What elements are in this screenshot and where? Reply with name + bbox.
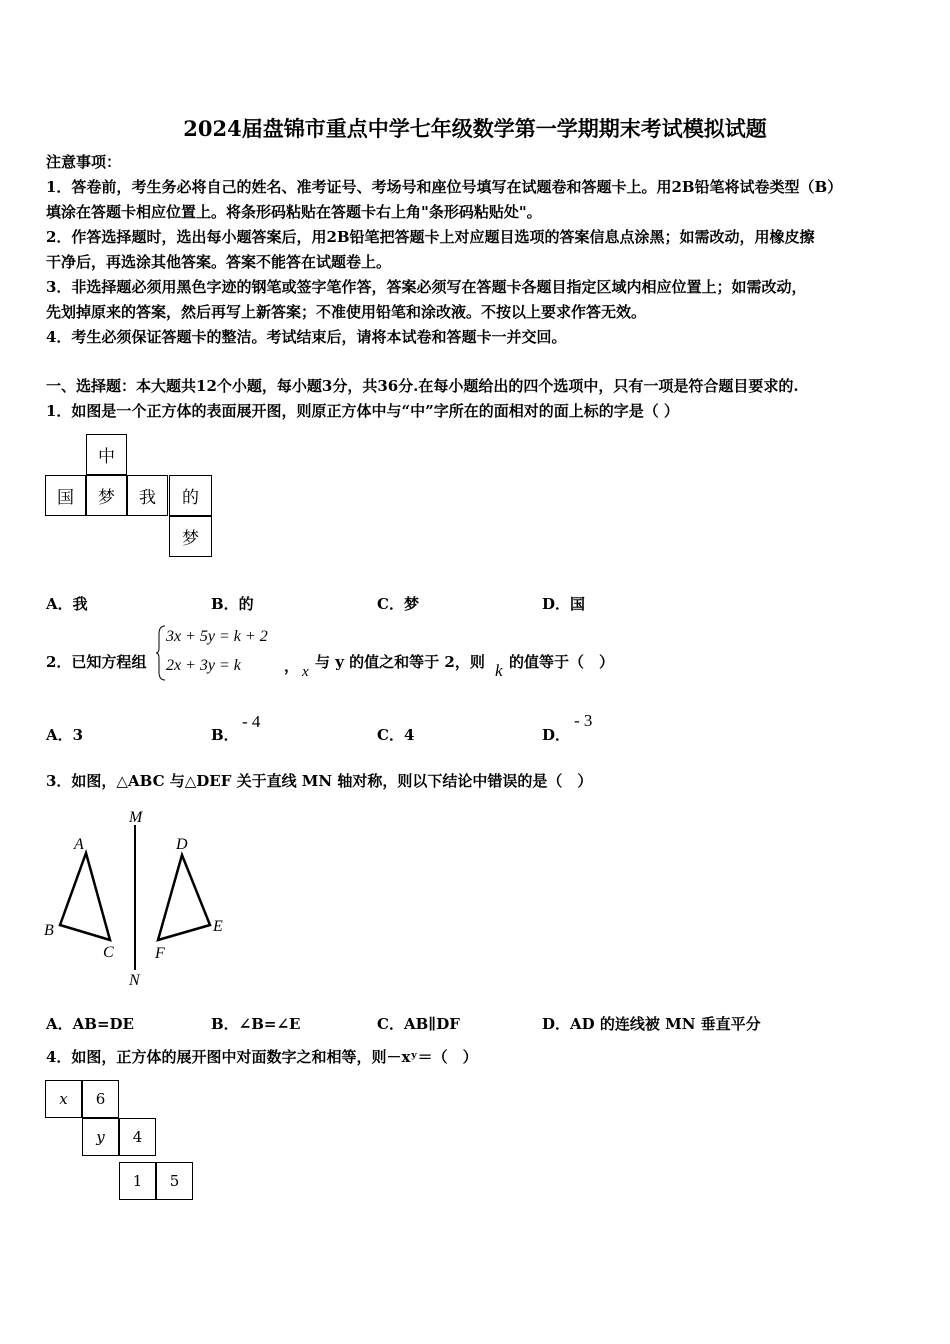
label-e: E (213, 918, 223, 935)
net-cell: 我 (127, 475, 168, 516)
equation-2: 2x + 3y = k (166, 657, 241, 674)
question-2-stem: 2．已知方程组 (46, 653, 147, 671)
option-d[interactable]: D． (542, 726, 571, 744)
net-cell: 1 (119, 1162, 156, 1200)
net-cell: y (82, 1118, 119, 1156)
variable-x: x (302, 664, 309, 680)
section-heading: 一、选择题：本大题共12个小题，每小题3分，共36分.在每小题给出的四个选项中，只有一项是符合题目要求的. (46, 377, 799, 395)
label-n: N (129, 972, 140, 989)
label-c: C (103, 944, 114, 961)
net-cell: 国 (45, 475, 86, 516)
variable-k: k (495, 661, 503, 680)
page-title: 2024届盘锦市重点中学七年级数学第一学期期末考试模拟试题 (183, 116, 767, 141)
option-a[interactable]: A．我 (46, 595, 88, 613)
triangle-abc (60, 853, 110, 940)
option-d[interactable]: D．国 (542, 595, 586, 613)
symmetry-figure (40, 805, 240, 990)
net-cell: 4 (119, 1118, 156, 1156)
option-b[interactable]: B． (211, 726, 239, 744)
net-cell: x (45, 1080, 82, 1118)
net-cell: 中 (86, 434, 127, 475)
option-d[interactable]: D．AD 的连线被 MN 垂直平分 (542, 1015, 761, 1033)
option-b[interactable]: B．的 (211, 595, 254, 613)
net-cell: 6 (82, 1080, 119, 1118)
question-4-stem: 4．如图，正方体的展开图中对面数字之和相等，则－xʸ＝（ ） (46, 1048, 478, 1066)
notice-line: 1．答卷前，考生务必将自己的姓名、准考证号、考场号和座位号填写在试题卷和答题卡上。用2B铅笔将试卷类型（B） (46, 178, 843, 196)
option-b-value: - 4 (242, 712, 261, 731)
net-cell: 5 (156, 1162, 193, 1200)
option-a[interactable]: A．3 (46, 726, 84, 744)
question-2-tail: 的值等于（ ） (509, 653, 615, 671)
notice-heading: 注意事项： (46, 153, 122, 171)
option-c[interactable]: C．4 (377, 726, 415, 744)
notice-line: 4．考生必须保证答题卡的整洁。考试结束后，请将本试卷和答题卡一并交回。 (46, 328, 567, 346)
option-c[interactable]: C．梦 (377, 595, 419, 613)
notice-line: 3．非选择题必须用黑色字迹的钢笔或签字笔作答，答案必须写在答题卡各题目指定区域内相应位置上；如需改动， (46, 278, 807, 296)
notice-line: 2．作答选择题时，选出每小题答案后，用2B铅笔把答题卡上对应题目选项的答案信息点涂黑；如需改动，用橡皮擦 (46, 228, 815, 246)
triangle-def (158, 855, 210, 940)
option-b[interactable]: B．∠B=∠E (211, 1015, 301, 1033)
notice-line: 干净后，再选涂其他答案。答案不能答在试题卷上。 (46, 253, 392, 271)
net-cell: 梦 (169, 516, 212, 557)
option-c[interactable]: C．AB∥DF (377, 1015, 460, 1033)
label-a: A (74, 836, 84, 853)
net-cell: 的 (169, 475, 212, 516)
notice-line: 填涂在答题卡相应位置上。将条形码粘贴在答题卡右上角"条形码粘贴处"。 (46, 203, 542, 221)
equation-1: 3x + 5y = k + 2 (166, 628, 268, 645)
question-2-text: 与 y 的值之和等于 2，则 (315, 653, 485, 671)
comma: ， (284, 657, 300, 675)
question-3-stem: 3．如图，△ABC 与△DEF 关于直线 MN 轴对称，则以下结论中错误的是（ ） (46, 772, 593, 790)
label-m: M (129, 809, 143, 826)
net-cell: 梦 (86, 475, 127, 516)
label-f: F (155, 945, 165, 962)
notice-line: 先划掉原来的答案，然后再写上新答案；不准使用铅笔和涂改液。不按以上要求作答无效。 (46, 303, 647, 321)
question-1-stem: 1．如图是一个正方体的表面展开图，则原正方体中与“中”字所在的面相对的面上标的字是（ ） (46, 402, 679, 420)
option-a[interactable]: A．AB=DE (46, 1015, 134, 1033)
option-d-value: - 3 (574, 711, 593, 730)
label-b: B (44, 922, 54, 939)
label-d: D (176, 836, 188, 853)
